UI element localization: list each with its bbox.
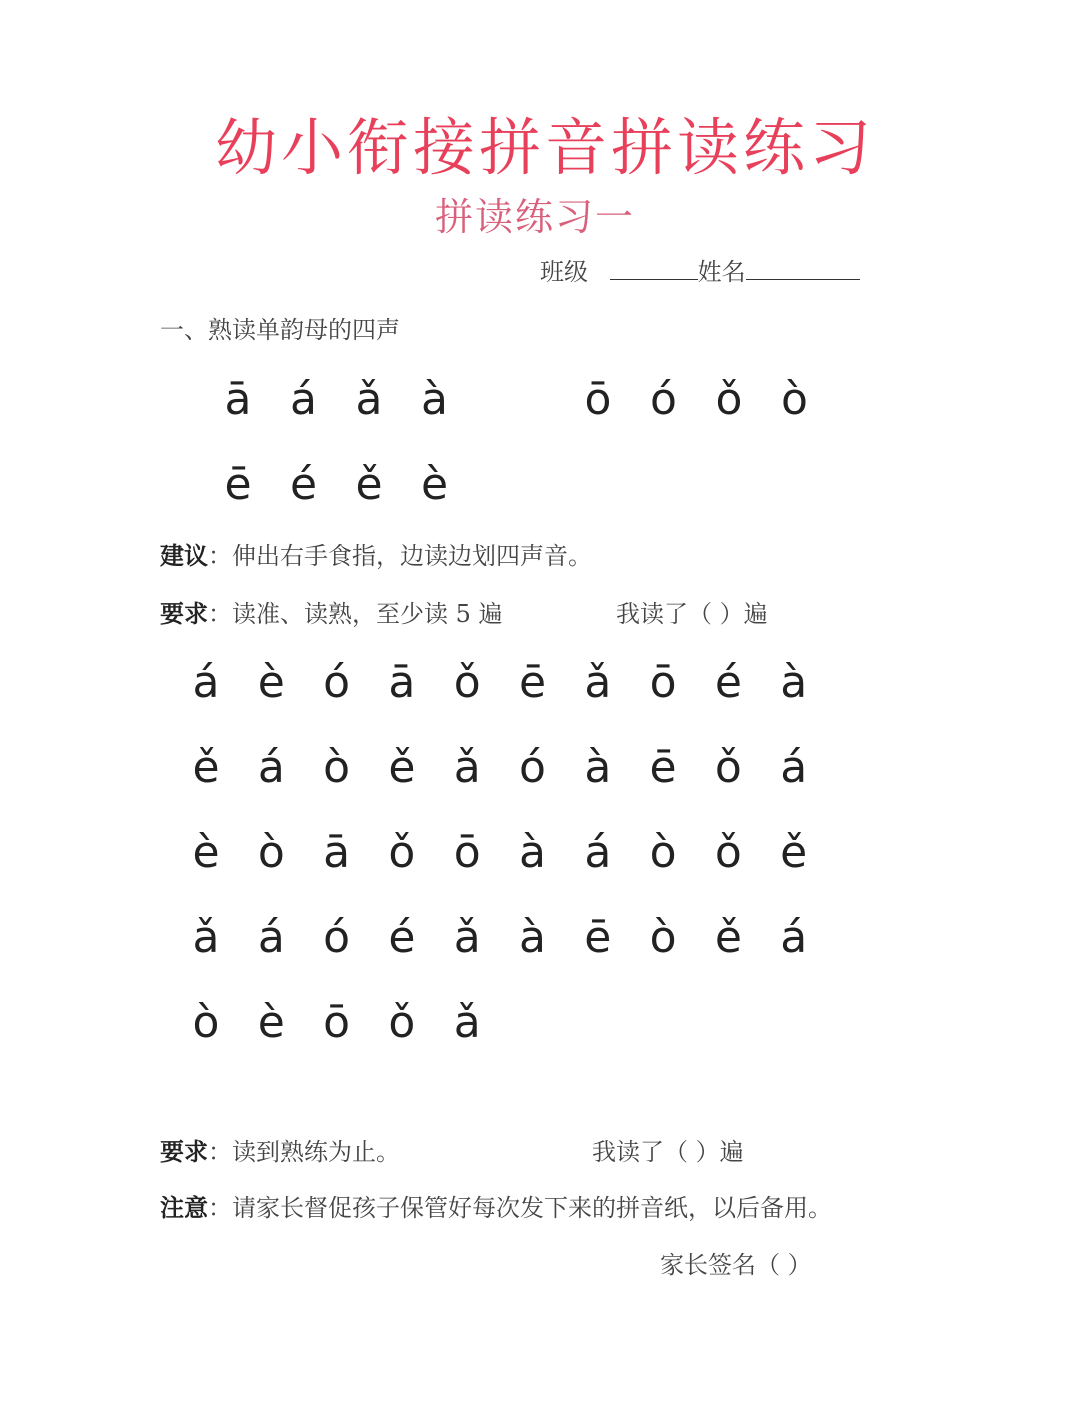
tone-letter-o: ō <box>584 374 612 425</box>
tone-letter-a: á <box>290 374 317 425</box>
grid-cell: á <box>257 742 285 793</box>
grid-cell: è <box>257 997 285 1048</box>
grid-cell: ó <box>323 912 351 963</box>
grid-cell: á <box>780 742 808 793</box>
grid-cell: ē <box>584 912 612 963</box>
grid-cell: ǒ <box>388 997 416 1048</box>
tone-letter-a: ā <box>224 374 252 425</box>
grid-cell: ā <box>388 657 416 708</box>
grid-cell: ǒ <box>714 742 742 793</box>
grid-cell: ò <box>192 997 220 1048</box>
grid-cell: ě <box>388 742 416 793</box>
grid-cell: á <box>192 657 220 708</box>
read-count-1: 我读了（ ）遍 <box>616 600 768 628</box>
grid-cell: à <box>584 742 612 793</box>
page-subtitle: 拼读练习一 <box>434 195 635 239</box>
grid-cell: á <box>780 912 808 963</box>
tone-letter-a: ǎ <box>355 374 383 425</box>
name-label: 姓名 <box>697 258 746 286</box>
grid-cell: ǒ <box>453 657 481 708</box>
grid-cell: ǎ <box>453 997 481 1048</box>
grid-cell: ě <box>780 827 808 878</box>
requirement-text-1: ：读准、读熟，至少读 5 遍 <box>208 600 503 628</box>
grid-cell: ò <box>257 827 285 878</box>
grid-cell: á <box>584 827 612 878</box>
requirement-line-2 <box>160 1132 400 1167</box>
tone-letter-o: ó <box>650 374 677 425</box>
tone-letter-o: ò <box>781 374 808 425</box>
grid-cell: ò <box>649 827 677 878</box>
grid-cell: ǎ <box>584 657 612 708</box>
note-label: 注意 <box>160 1193 208 1222</box>
grid-cell: ǒ <box>388 827 416 878</box>
grid-cell: è <box>192 827 220 878</box>
class-name-line <box>540 252 860 287</box>
grid-cell: é <box>714 657 742 708</box>
grid-cell: ǎ <box>453 742 481 793</box>
tone-letter-e: ě <box>355 459 383 510</box>
requirement-label-2: 要求 <box>160 1137 208 1166</box>
grid-cell: ě <box>192 742 220 793</box>
grid-cell: ō <box>323 997 351 1048</box>
grid-cell: è <box>257 657 285 708</box>
grid-cell: ā <box>323 827 351 878</box>
grid-cell: ó <box>519 742 546 793</box>
tone-letter-a: à <box>421 374 448 425</box>
section-heading: 一、熟读单韵母的四声 <box>160 316 400 344</box>
grid-cell: ó <box>323 657 351 708</box>
requirement-line-1 <box>160 594 503 629</box>
grid-cell: é <box>388 912 416 963</box>
tone-letter-o: ǒ <box>715 374 743 425</box>
grid-cell: ǒ <box>714 827 742 878</box>
grid-cell: ǎ <box>192 912 220 963</box>
parent-signature: 家长签名（ ） <box>660 1251 812 1279</box>
name-blank[interactable] <box>746 255 860 280</box>
grid-cell: à <box>519 912 546 963</box>
grid-cell: ō <box>649 657 677 708</box>
grid-cell: ō <box>453 827 481 878</box>
grid-cell: ē <box>518 657 547 708</box>
grid-cell: ē <box>649 742 677 793</box>
grid-cell: ò <box>649 912 677 963</box>
grid-cell: à <box>780 657 808 708</box>
page-title: 幼小衔接拼音拼读练习 <box>214 111 875 184</box>
grid-cell: ǎ <box>453 912 481 963</box>
class-label: 班级 <box>540 258 588 286</box>
suggestion-label: 建议 <box>160 541 208 570</box>
note-line <box>160 1188 832 1223</box>
grid-cell: ò <box>323 742 351 793</box>
grid-cell: à <box>519 827 546 878</box>
tone-letter-e: è <box>420 459 449 510</box>
grid-cell: á <box>257 912 285 963</box>
suggestion-text: ：伸出右手食指，边读边划四声音。 <box>208 542 592 570</box>
read-count-2: 我读了（ ）遍 <box>592 1138 744 1166</box>
note-text: ：请家长督促孩子保管好每次发下来的拼音纸，以后备用。 <box>208 1194 832 1222</box>
tone-letter-e: ē <box>224 459 252 510</box>
requirement-label-1: 要求 <box>160 599 208 628</box>
requirement-text-2: ：读到熟练为止。 <box>208 1138 400 1166</box>
suggestion-line <box>160 536 592 571</box>
tone-letter-e: é <box>289 459 318 510</box>
grid-cell: ě <box>714 912 742 963</box>
class-blank[interactable] <box>610 255 698 280</box>
